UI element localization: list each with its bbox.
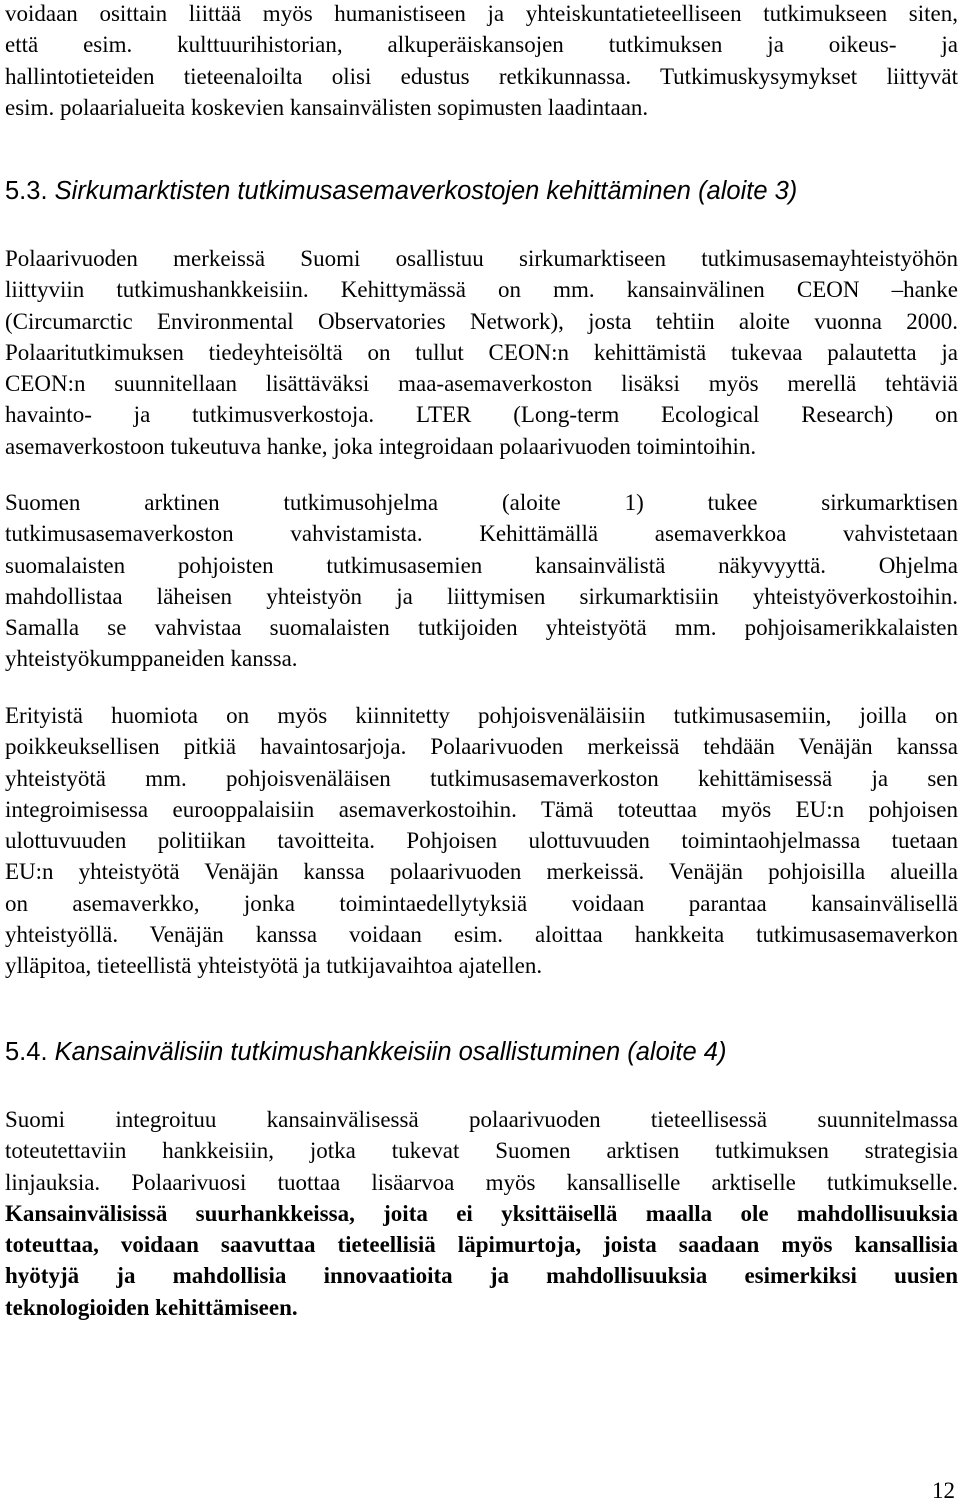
page-number: 12 bbox=[932, 1478, 955, 1503]
text-line: havainto- ja tutkimusverkostoja. LTER (Long-term Ecological Research) on bbox=[5, 402, 958, 428]
text-line: on asemaverkko, jonka toimintaedellytyksiä voidaan parantaa kansainvälisellä bbox=[5, 890, 958, 916]
text-line: voidaan osittain liittää myös humanistiseen ja yhteiskuntatieteelliseen tutkimukseen siten, bbox=[5, 1, 958, 26]
section-heading-5-4 bbox=[5, 1036, 726, 1068]
text-line: asemaverkostoon tukeutuva hanke, joka integroidaan polaarivuoden toimintoihin. bbox=[5, 433, 757, 459]
bold-text-line: Kansainvälisissä suurhankkeissa, joita ei yksittäisellä maalla ole mahdollisuuksia bbox=[5, 1200, 958, 1226]
section-title: Kansainvälisiin tutkimushankkeisiin osallistuminen (aloite 4) bbox=[54, 1038, 727, 1066]
text-line: integroimisessa eurooppalaisiin asemaverkostoihin. Tämä toteuttaa myös EU:n pohjoisen bbox=[5, 796, 958, 822]
text-line: Suomen arktinen tutkimusohjelma (aloite 1) tukee sirkumarktisen bbox=[5, 490, 958, 515]
text-line: esim. polaarialueita koskevien kansainvälisten sopimusten laadintaan. bbox=[5, 94, 649, 120]
paragraph bbox=[5, 487, 958, 675]
text-line: mahdollistaa läheisen yhteistyön ja liittymisen sirkumarktisiin yhteistyöverkostoihin. bbox=[5, 583, 958, 609]
bold-text-line: hyötyjä ja mahdollisia innovaatioita ja mahdollisuuksia esimerkiksi uusien bbox=[5, 1263, 958, 1289]
text-line: ulottuvuuden politiikan tavoitteita. Pohjoisen ulottuvuuden toimintaohjelmassa tuetaan bbox=[5, 828, 958, 854]
section-title: Sirkumarktisten tutkimusasemaverkostojen kehittäminen (aloite 3) bbox=[54, 177, 798, 205]
text-line: suomalaisten pohjoisten tutkimusasemien kansainvälistä näkyvyyttä. Ohjelma bbox=[5, 552, 958, 578]
text-line: poikkeuksellisen pitkiä havaintosarjoja. Polaarivuoden merkeissä tehdään Venäjän kanssa bbox=[5, 734, 958, 760]
text-line: linjauksia. Polaarivuosi tuottaa lisäarvoa myös kansalliselle arktiselle tutkimukselle. bbox=[5, 1169, 958, 1195]
text-line: yhteistyöllä. Venäjän kanssa voidaan esim. aloittaa hankkeita tutkimusasemaverkon bbox=[5, 922, 958, 948]
text-line: yhteistyökumppaneiden kanssa. bbox=[5, 646, 298, 672]
text-line: CEON:n suunnitellaan lisättäväksi maa-asemaverkoston lisäksi myös merellä tehtäviä bbox=[5, 371, 958, 397]
text-line: ylläpitoa, tieteellistä yhteistyötä ja tutkijavaihtoa ajatellen. bbox=[5, 953, 543, 979]
text-line: Polaaritutkimuksen tiedeyhteisöltä on tullut CEON:n kehittämistä tukevaa palautetta ja bbox=[5, 339, 958, 365]
text-line: hallintotieteiden tieteenaloilta olisi edustus retkikunnassa. Tutkimuskysymykset liittyvät bbox=[5, 63, 958, 89]
text-line: Erityistä huomiota on myös kiinnitetty pohjoisvenäläisiin tutkimusasemiin, joilla on bbox=[5, 703, 958, 728]
text-line: EU:n yhteistyötä Venäjän kanssa polaarivuoden merkeissä. Venäjän pohjoisilla alueilla bbox=[5, 859, 958, 885]
intro-paragraph bbox=[5, 0, 958, 123]
text-line: tutkimusasemaverkoston vahvistamista. Kehittämällä asemaverkkoa vahvistetaan bbox=[5, 521, 958, 547]
text-line: (Circumarctic Environmental Observatories Network), josta tehtiin aloite vuonna 2000. bbox=[5, 308, 958, 334]
section-number: 5.4. bbox=[5, 1038, 48, 1066]
text-line: Samalla se vahvistaa suomalaisten tutkijoiden yhteistyötä mm. pohjoisamerikkalaisten bbox=[5, 615, 958, 641]
bold-text-line: teknologioiden kehittämiseen. bbox=[5, 1294, 298, 1320]
text-line: että esim. kulttuurihistorian, alkuperäiskansojen tutkimuksen ja oikeus- ja bbox=[5, 32, 958, 58]
bold-text-line: toteuttaa, voidaan saavuttaa tieteellisiä läpimurtoja, joista saadaan myös kansallisia bbox=[5, 1232, 958, 1258]
paragraph bbox=[5, 1104, 958, 1323]
paragraph bbox=[5, 243, 958, 462]
text-line: Suomi integroituu kansainvälisessä polaarivuoden tieteellisessä suunnitelmassa bbox=[5, 1107, 958, 1132]
text-line: yhteistyötä mm. pohjoisvenäläisen tutkimusasemaverkoston kehittämisessä ja sen bbox=[5, 765, 958, 791]
text-line: liittyviin tutkimushankkeisiin. Kehittymässä on mm. kansainvälinen CEON –hanke bbox=[5, 277, 958, 303]
paragraph bbox=[5, 700, 958, 982]
text-line: Polaarivuoden merkeissä Suomi osallistuu sirkumarktiseen tutkimusasemayhteistyöhön bbox=[5, 246, 958, 271]
section-number: 5.3. bbox=[5, 177, 48, 205]
section-heading-5-3 bbox=[5, 175, 797, 207]
text-line: toteutettaviin hankkeisiin, jotka tukevat Suomen arktisen tutkimuksen strategisia bbox=[5, 1138, 958, 1164]
